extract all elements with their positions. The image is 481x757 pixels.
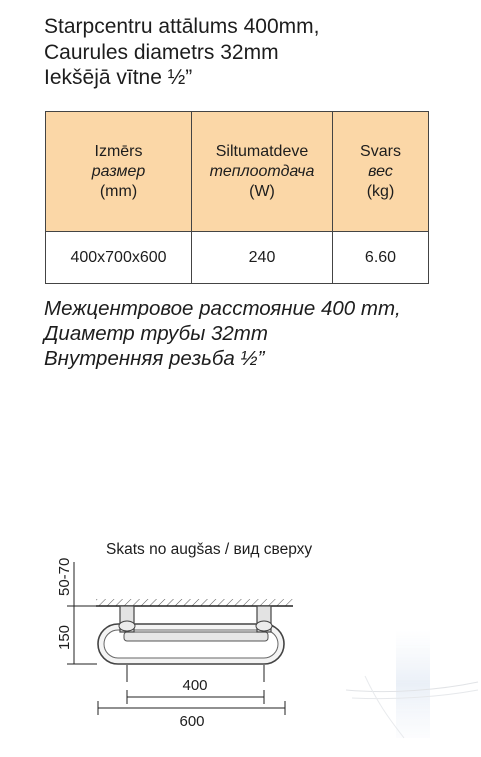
dim-wall-gap-label: 50-70: [56, 557, 73, 596]
drawing-caption: Skats no augšas / вид сверху: [106, 541, 313, 558]
pipe-diameter-line: Caurules diametrs 32mm: [44, 40, 279, 64]
thread-line: Iekšējā vītne ½”: [44, 66, 193, 89]
center-distance-line-ru: Межцентровое расстояние 400 mm,: [44, 297, 401, 320]
column-header-size: Izmērs размер (mm): [46, 112, 192, 232]
center-distance-line: Starpcentru attālums 400mm,: [44, 15, 320, 38]
center-distance-dimension: [127, 665, 264, 704]
brand-watermark: [346, 630, 478, 738]
width-dimension: [98, 701, 285, 730]
wall: [96, 599, 293, 606]
depth-dimension: [56, 558, 97, 664]
towel-rail-top-view: [98, 606, 284, 664]
column-header-weight: Svars вес (kg): [333, 112, 429, 232]
dim-width-label: 600: [179, 713, 205, 730]
cell-weight: 6.60: [333, 232, 429, 284]
pipe-diameter-line-ru: Диаметр трубы 32mm: [44, 322, 268, 345]
cell-heat-output: 240: [192, 232, 333, 284]
dim-depth-label: 150: [56, 624, 73, 650]
dim-center-label: 400: [182, 677, 208, 694]
thread-line-ru: Внутренняя резьба ½”: [44, 347, 265, 370]
column-header-heat-output: Siltumatdeve теплоотдача (W): [192, 112, 333, 232]
cell-size: 400x700x600: [46, 232, 192, 284]
